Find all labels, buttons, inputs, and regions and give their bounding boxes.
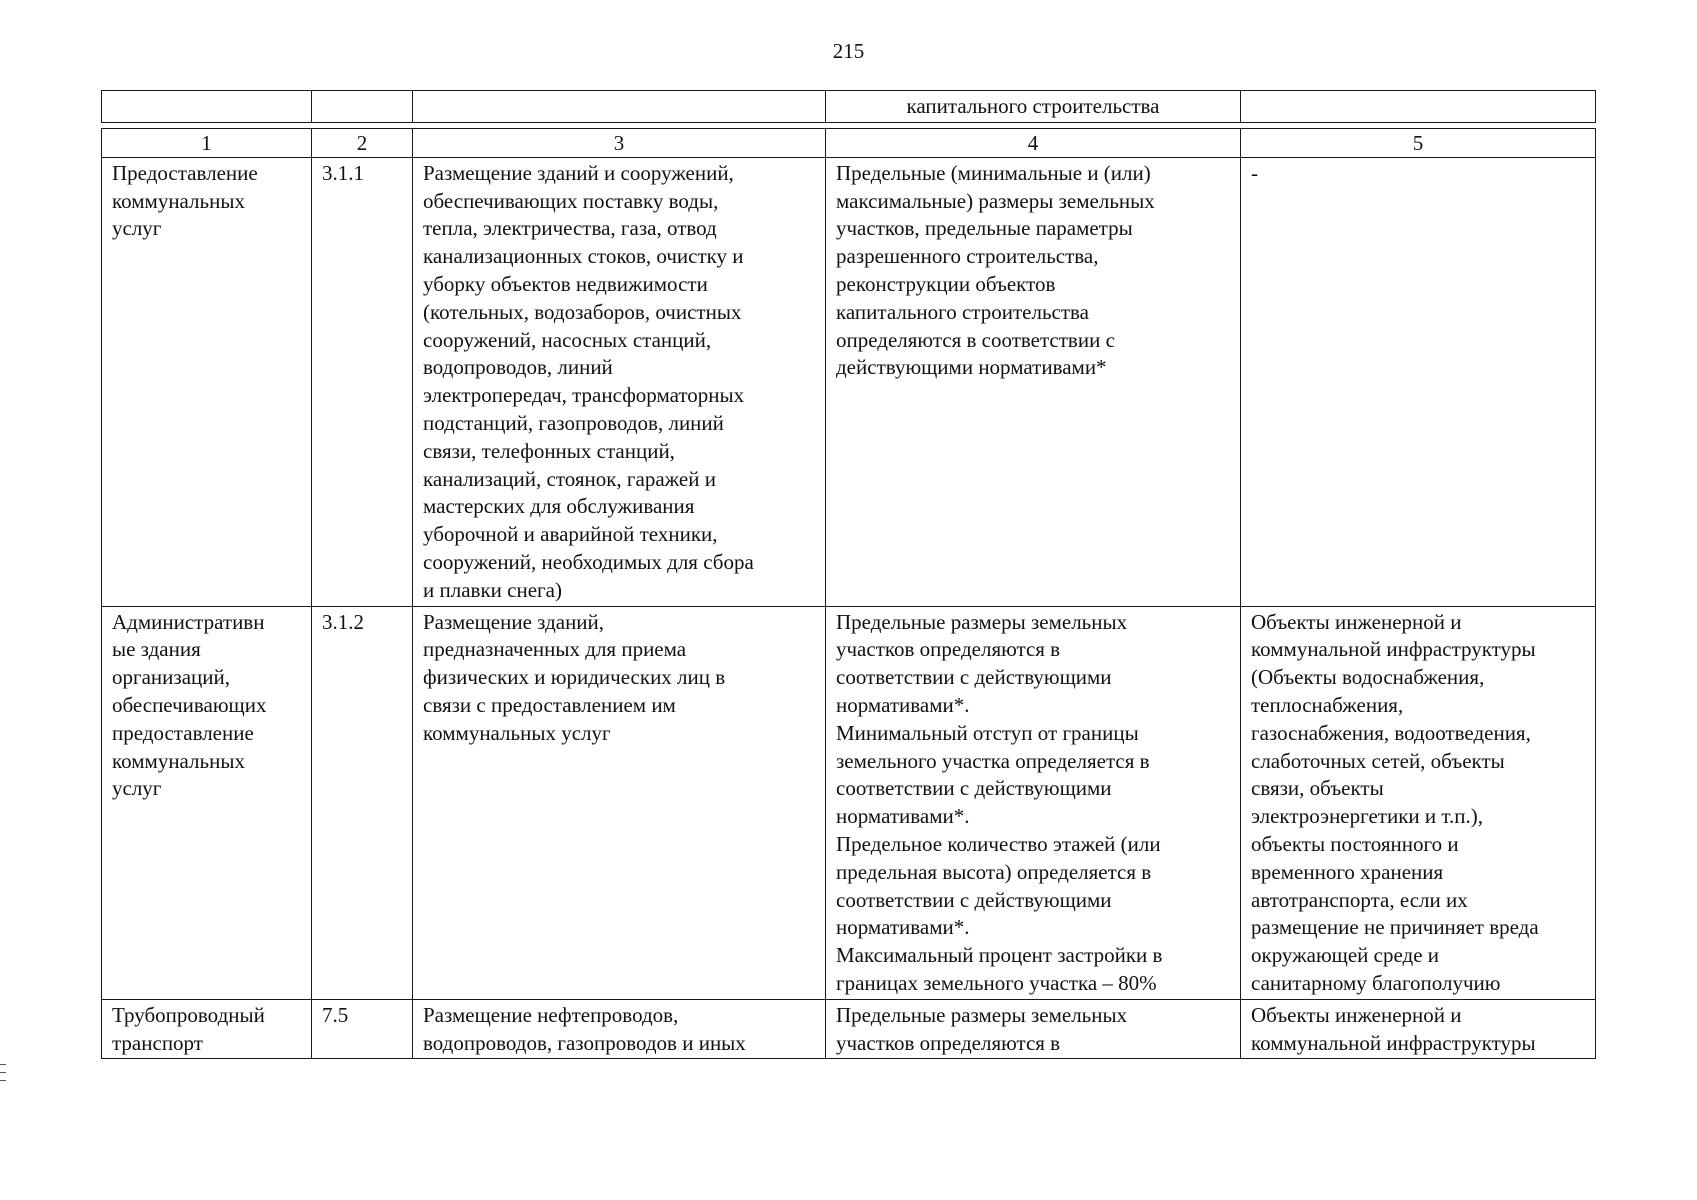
use-name-line: ые здания [112, 637, 201, 662]
auxiliary-uses-line: санитарному благополучию [1251, 970, 1501, 995]
margin-tick [0, 1064, 6, 1065]
column-number-5: 5 [1241, 128, 1596, 157]
use-description-line: Размещение зданий и сооружений, [423, 160, 734, 185]
use-name-line: предоставление [112, 720, 254, 745]
auxiliary-uses-line: Объекты инженерной и [1251, 609, 1462, 634]
use-parameters-line: нормативами*. [836, 692, 970, 717]
use-description-line: предназначенных для приема [423, 637, 687, 662]
use-parameters-line: капитального строительства [836, 299, 1089, 324]
column-number-1: 1 [102, 128, 312, 157]
auxiliary-uses-cell [1241, 157, 1596, 606]
use-code-cell [312, 606, 413, 999]
use-name-cell [102, 999, 312, 1059]
continuation-row [102, 91, 1596, 123]
column-number-3: 3 [413, 128, 826, 157]
use-code: 3.1.1 [322, 160, 364, 185]
land-use-table [101, 90, 1596, 1059]
use-name-line: коммунальных [112, 188, 245, 213]
use-parameters-line: действующими нормативами* [836, 355, 1107, 380]
use-parameters-line: соответствии с действующими [836, 665, 1112, 690]
table-row [102, 606, 1596, 999]
margin-tick [0, 1080, 6, 1081]
use-description-line: тепла, электричества, газа, отвод [423, 216, 717, 241]
use-description-line: канализационных стоков, очистку и [423, 244, 744, 269]
use-parameters-line: соответствии с действующими [836, 887, 1112, 912]
use-description-cell [413, 999, 826, 1059]
use-description-line: уборочной и аварийной техники, [423, 522, 718, 547]
use-parameters-cell [826, 606, 1241, 999]
use-description-line: уборку объектов недвижимости [423, 271, 708, 296]
column-number-row [102, 128, 1596, 157]
use-parameters-line: нормативами*. [836, 804, 970, 829]
scan-margin-marks [0, 1064, 6, 1088]
use-description-line: коммунальных услуг [423, 720, 611, 745]
continuation-cell-2 [312, 91, 413, 123]
use-description-line: и плавки снега) [423, 577, 562, 602]
use-parameters-line: соответствии с действующими [836, 776, 1112, 801]
use-code: 7.5 [322, 1002, 349, 1027]
continuation-cell-1 [102, 91, 312, 123]
use-description-line: обеспечивающих поставку воды, [423, 188, 719, 213]
use-code-cell [312, 157, 413, 606]
use-description-line: подстанций, газопроводов, линий [423, 410, 724, 435]
use-name-line: Предоставление [112, 160, 258, 185]
auxiliary-uses-line: слаботочных сетей, объекты [1251, 748, 1505, 773]
auxiliary-uses-line: электроэнергетики и т.п.), [1251, 804, 1483, 829]
column-number-4: 4 [826, 128, 1241, 157]
auxiliary-uses-line: окружающей среде и [1251, 943, 1440, 968]
use-parameters-line: Предельные (минимальные и (или) [836, 160, 1151, 185]
use-parameters-cell [826, 999, 1241, 1059]
use-name-cell [102, 157, 312, 606]
use-parameters-line: определяются в соответствии с [836, 327, 1115, 352]
use-description-line: сооружений, насосных станций, [423, 327, 712, 352]
use-parameters-line: предельная высота) определяется в [836, 859, 1152, 884]
auxiliary-uses-line: размещение не причиняет вреда [1251, 915, 1539, 940]
use-name-line: организаций, [112, 665, 230, 690]
continuation-cell-5 [1241, 91, 1596, 123]
table-row [102, 157, 1596, 606]
use-name-line: коммунальных [112, 748, 245, 773]
table-body [102, 157, 1596, 1059]
use-parameters-line: Предельные размеры земельных [836, 609, 1128, 634]
auxiliary-uses-line: временного хранения [1251, 859, 1444, 884]
use-name-line: Административн [112, 609, 265, 634]
use-parameters-line: Предельное количество этажей (или [836, 831, 1161, 856]
margin-tick [0, 1072, 6, 1073]
auxiliary-uses-line: коммунальной инфраструктуры [1251, 1030, 1536, 1055]
use-description-line: физических и юридических лиц в [423, 665, 726, 690]
use-description-line: мастерских для обслуживания [423, 494, 695, 519]
use-parameters-cell [826, 157, 1241, 606]
use-description-line: водопроводов, газопроводов и иных [423, 1030, 746, 1055]
use-parameters-line: участков определяются в [836, 1030, 1061, 1055]
auxiliary-uses-line: Объекты инженерной и [1251, 1002, 1462, 1027]
use-parameters-line: реконструкции объектов [836, 271, 1056, 296]
use-description-cell [413, 157, 826, 606]
table-row [102, 999, 1596, 1059]
auxiliary-uses-line: - [1251, 160, 1258, 185]
auxiliary-uses-line: объекты постоянного и [1251, 831, 1459, 856]
auxiliary-uses-line: автотранспорта, если их [1251, 887, 1468, 912]
use-parameters-line: Минимальный отступ от границы [836, 720, 1139, 745]
use-code: 3.1.2 [322, 609, 364, 634]
auxiliary-uses-line: (Объекты водоснабжения, [1251, 665, 1485, 690]
use-code-cell [312, 999, 413, 1059]
continuation-cell-4: капитального строительства [826, 91, 1241, 123]
auxiliary-uses-line: связи, объекты [1251, 776, 1384, 801]
auxiliary-uses-line: коммунальной инфраструктуры [1251, 637, 1536, 662]
use-name-cell [102, 606, 312, 999]
auxiliary-uses-cell [1241, 999, 1596, 1059]
use-parameters-line: нормативами*. [836, 915, 970, 940]
column-number-2: 2 [312, 128, 413, 157]
use-name-line: услуг [112, 216, 162, 241]
use-description-line: Размещение нефтепроводов, [423, 1002, 679, 1027]
use-description-line: канализаций, стоянок, гаражей и [423, 466, 716, 491]
use-description-line: связи с предоставлением им [423, 692, 676, 717]
use-parameters-line: Предельные размеры земельных [836, 1002, 1128, 1027]
use-description-line: связи, телефонных станций, [423, 438, 675, 463]
page-number: 215 [832, 39, 865, 63]
use-description-line: Размещение зданий, [423, 609, 605, 634]
use-description-cell [413, 606, 826, 999]
use-description-line: (котельных, водозаборов, очистных [423, 299, 742, 324]
auxiliary-uses-cell [1241, 606, 1596, 999]
use-parameters-line: участков определяются в [836, 637, 1061, 662]
use-name-line: услуг [112, 776, 162, 801]
use-parameters-line: Максимальный процент застройки в [836, 943, 1163, 968]
use-name-line: обеспечивающих [112, 692, 267, 717]
use-parameters-line: земельного участка определяется в [836, 748, 1150, 773]
auxiliary-uses-line: газоснабжения, водоотведения, [1251, 720, 1531, 745]
continuation-cell-3 [413, 91, 826, 123]
use-description-line: электропередач, трансформаторных [423, 383, 745, 408]
use-parameters-line: границах земельного участка – 80% [836, 970, 1157, 995]
use-parameters-line: разрешенного строительства, [836, 244, 1099, 269]
use-description-line: сооружений, необходимых для сбора [423, 549, 754, 574]
use-parameters-line: максимальные) размеры земельных [836, 188, 1155, 213]
use-name-line: Трубопроводный [112, 1002, 265, 1027]
use-description-line: водопроводов, линий [423, 355, 613, 380]
use-parameters-line: участков, предельные параметры [836, 216, 1133, 241]
auxiliary-uses-line: теплоснабжения, [1251, 692, 1404, 717]
use-name-line: транспорт [112, 1030, 203, 1055]
